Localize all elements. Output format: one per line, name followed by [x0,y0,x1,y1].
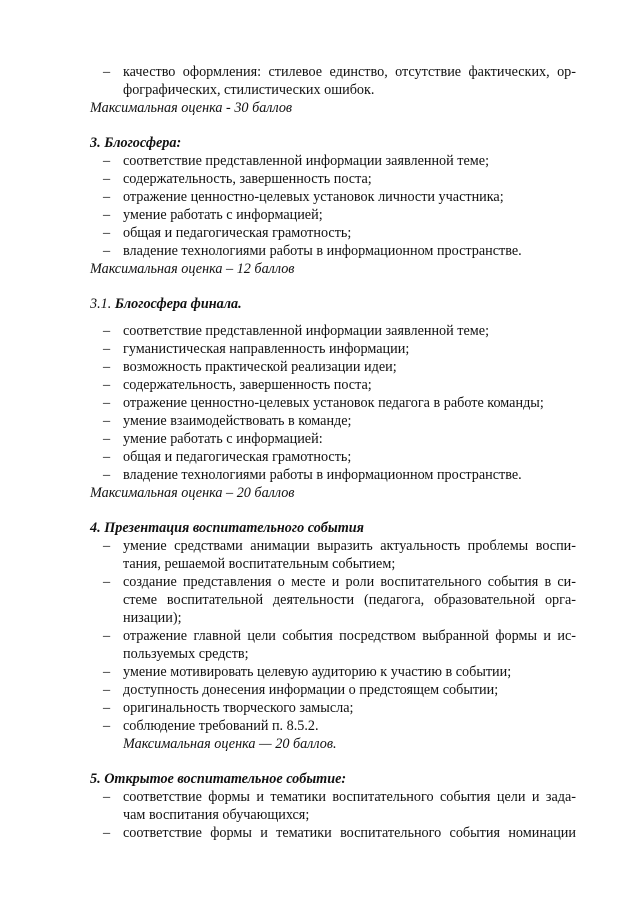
list-item-text: оригинальность творческого замысла; [123,700,354,716]
list-item-text: возможность практической реализации идеи; [123,359,397,375]
section-heading: 3. Блогосфера: [90,135,182,151]
bullet-dash: – [103,359,111,375]
bullet-dash: – [103,171,111,187]
bullet-dash: – [103,700,111,716]
max-score: Максимальная оценка – 12 баллов [90,261,295,277]
bullet-dash: – [103,153,111,169]
bullet-dash: – [103,574,111,590]
bullet-dash: – [103,341,111,357]
bullet-dash: – [103,225,111,241]
list-item-text: умение работать с информацией: [123,431,323,447]
bullet-dash: – [103,664,111,680]
list-item-text: общая и педагогическая грамотность; [123,225,352,241]
list-item-text: соблюдение требований п. 8.5.2. [123,718,319,734]
list-item-text: владение технологиями работы в информационном пространстве. [123,243,522,259]
section-title: Блогосфера финала. [114,296,242,312]
list-item-text: доступность донесения информации о предстоящем событии; [123,682,499,698]
bullet-dash: – [103,538,111,554]
list-item-text: качество оформления: стилевое единство, отсутствие фактических, ор- [123,64,576,80]
bullet-dash: – [103,467,111,483]
section-heading: 4. Презентация воспитательного события [90,520,364,536]
bullet-dash: – [103,628,111,644]
list-item-text: низации); [123,610,182,626]
bullet-dash: – [103,718,111,734]
max-score: Максимальная оценка — 20 баллов. [123,736,337,752]
bullet-dash: – [103,413,111,429]
bullet-dash: – [103,207,111,223]
bullet-dash: – [103,449,111,465]
list-item-text: умение взаимодействовать в команде; [123,413,352,429]
list-item-text: тания, решаемой воспитательным событием; [123,556,396,572]
section-heading: 5. Открытое воспитательное событие: [90,771,347,787]
bullet-dash: – [103,682,111,698]
list-item-text: создание представления о месте и роли воспитательного события в си- [123,574,576,590]
list-item-text: соответствие формы и тематики воспитательного события цели и зада- [123,789,576,805]
bullet-dash: – [103,243,111,259]
section-heading [90,295,242,313]
list-item-text: фографических, стилистических ошибок. [123,82,375,98]
list-item-text: соответствие представленной информации заявленной теме; [123,323,490,339]
list-item-text: чам воспитания обучающихся; [123,807,310,823]
bullet-dash: – [103,825,111,841]
list-item-text: умение мотивировать целевую аудиторию к участию в событии; [123,664,512,680]
bullet-dash: – [103,395,111,411]
list-item-text: содержательность, завершенность поста; [123,171,372,187]
list-item-text: отражение ценностно-целевых установок личности участника; [123,189,504,205]
bullet-dash: – [103,431,111,447]
bullet-dash: – [103,64,111,80]
list-item-text: умение средствами анимации выразить актуальность проблемы воспи- [123,538,576,554]
list-item-text: соответствие представленной информации заявленной теме; [123,153,490,169]
bullet-dash: – [103,789,111,805]
list-item-text: отражение ценностно-целевых установок педагога в работе команды; [123,395,544,411]
list-item-text: умение работать с информацией; [123,207,323,223]
bullet-dash: – [103,189,111,205]
section-number: 3.1. [90,296,112,312]
list-item-text: содержательность, завершенность поста; [123,377,372,393]
bullet-dash: – [103,323,111,339]
list-item-text: отражение главной цели события посредством выбранной формы и ис- [123,628,576,644]
max-score: Максимальная оценка - 30 баллов [90,100,293,116]
list-item-text: общая и педагогическая грамотность; [123,449,352,465]
list-item-text: стеме воспитательной деятельности (педагога, образовательной орга- [123,592,576,608]
bullet-dash: – [103,377,111,393]
list-item-text: пользуемых средств; [123,646,249,662]
list-item-text: владение технологиями работы в информационном пространстве. [123,467,522,483]
list-item-text: соответствие формы и тематики воспитательного события номинации [123,825,576,841]
max-score: Максимальная оценка – 20 баллов [90,485,295,501]
list-item-text: гуманистическая направленность информации; [123,341,410,357]
